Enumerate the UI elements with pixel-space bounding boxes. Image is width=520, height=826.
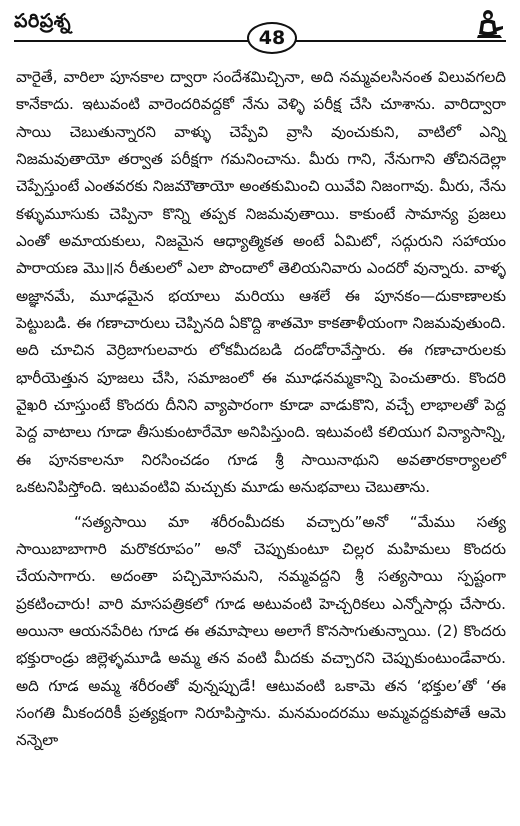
- page-header: [14, 8, 506, 54]
- running-title: పరిప్రశ్న: [14, 10, 72, 32]
- body-text: [16, 64, 506, 755]
- paragraph-2: “సత్యసాయి మా శరీరంమీదకు వచ్చారు”అనో “మేము సత్య సాయిబాబాగారి మరొకరూపం” అనో చెప్పుకుంటూ చిల్లర మహిమలు కొందరు చేయసాగారు. అదంతా పచ్చిమోసమని, నమ్మవద్దని శ్రీ సత్యసాయి స్పష్టంగా ప్రకటించారు! వారి మాసపత్రికలో గూడ అటువంటి హెచ్చరికలు ఎన్నోసార్లు చేసారు. అయినా ఆయనపేరిట గూడ ఈ తమాషాలు అలాగే కొనసాగుతున్నాయి. (2) కొందరు భక్తురాండ్రు జిల్లెళ్ళమూడి అమ్మ తన వంటి మీదకు వచ్చారని చెప్పుకుంటుండేవారు. అది గూడ అమ్మ శరీరంతో వున్నప్పుడే! ఆటువంటి ఒకామె తన ‘భక్తుల’తో ‘ఈ సంగతి మీకందరికీ ప్రత్యక్షంగా నిరూపిస్తాను. మనమందరము అమ్మవద్దకుపోతే ఆమె నన్నెలా: [16, 512, 506, 750]
- paragraph-1: వారైతే, వారిలా పూనకాల ద్వారా సందేశమిచ్చినా, అది నమ్మవలసినంత విలువగలది కానేకాదు. ఇటువంటి వారెందరివద్దకో నేను వెళ్ళి పరీక్ష చేసి చూశాను. వారిద్వారా సాయి చెబుతున్నారని వాళ్ళు చెప్పేవి వ్రాసి వుంచుకుని, వాటిలో ఎన్ని నిజమవుతాయో తర్వాత పరీక్షగా గమనించాను. మీరు గాని, నేనుగాని తోచినదెల్లా చెప్పేస్తుంటే ఎంతవరకు నిజమౌతాయో అంతకుమించి యివేవి నిజంగావు. మీరు, నేను కళ్ళుమూసుకు చెప్పినా కొన్ని తప్పక నిజమవుతాయి. కాకుంటే సామాన్య ప్రజలు ఎంతో అమాయకులు, నిజమైన ఆధ్యాత్మికత అంటే ఏమిటో, సద్గురుని సహాయం పారాయణ మొ॥న రీతులలో ఎలా పొందాలో తెలియనివారు ఎందరో వున్నారు. వాళ్ళ అజ్ఞానమే, మూఢమైన భయాలు మరియు ఆశలే ఈ పూనకం—దుకాణాలకు పెట్టుబడి. ఈ గణాచారులు చెప్పినది ఏకొద్ది శాతమో కాకతాళీయంగా నిజమవుతుంది. అది చూచిన వెర్రిబాగులవారు లోకమీదబడి దండోరావేస్తారు. ఈ గణాచారులకు భారీయెత్తున పూజలు చేసి, సమాజంలో ఈ మూఢనమ్మకాన్ని పెంచుతారు. కొందరి వైఖరి చూస్తుంటే కొందరు దీనిని వ్యాపారంగా కూడా వాడుకొని, వచ్చే లాభాలతో పెద్ద పెద్ద వాటాలు గూడా తీసుకుంటారేమో అనిపిస్తుంది. ఇటువంటి కలియుగ విన్యాసాన్ని, ఈ పూనకాలనూ నిరసించడం గూడ శ్రీ సాయినాథుని అవతారకార్యాలలో ఒకటనిపిస్తోంది. ఇటువంటివి మచ్చుకు మూడు అనుభవాలు చెబుతాను.: [16, 68, 506, 497]
- sai-baba-figure-icon: [474, 8, 506, 40]
- page-number: 48: [247, 22, 297, 54]
